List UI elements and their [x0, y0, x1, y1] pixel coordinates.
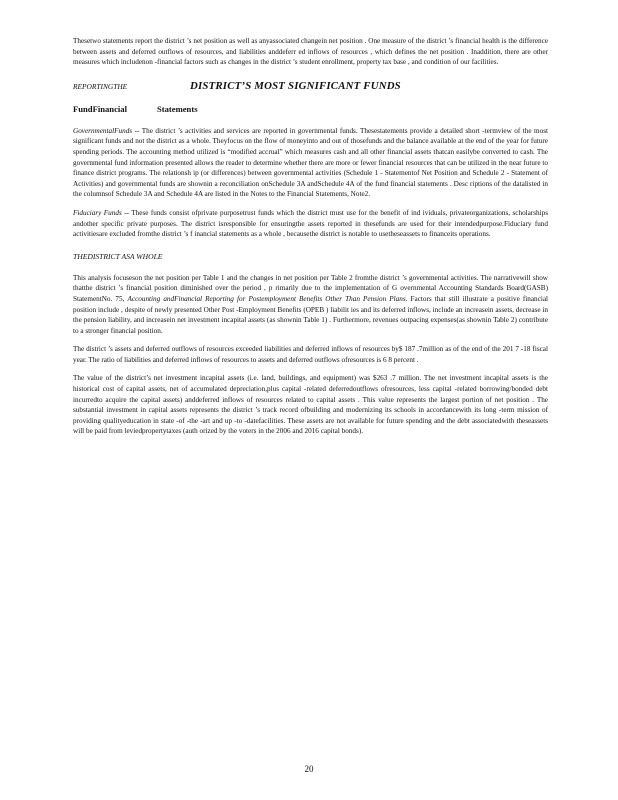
page-number: 20 [304, 764, 314, 774]
net-position-paragraph: The district ’s assets and deferred outflows of resources exceeded liabilities and deferred inflows of resources by$ 187 .7million as of the end of the 201 7 -18 fiscal year. The ratio of liabilities and deferred inflows of resources to assets and deferred outflows ofresources is 6 8 percent . [73, 345, 548, 364]
analysis-text-b: . Factors that still illustrate a positive financial position include , despite of newly presented Other Post -Employment Benefits (OPEB ) liabilit ies and its deferred inflows, include an increasein assets, decrease in the pension liability, and increasein net investment incapital assets (as shownin Table 1) . Furthermore, revenues outpacing expenses(as shownin Table 2) contribute to a stronger financial position. [73, 294, 549, 335]
fund-financial-heading [73, 104, 548, 114]
fiduciary-funds-paragraph [73, 208, 548, 240]
fiduciary-funds-text: -- These funds consist ofprivate purposetrust funds which the district must use for the benefit of ind ividuals, privateorganizations, scholarships andother specific private purposes. The district isresponsible for ensuringthe assets reported in thesefunds are used for their intendedpurpose.Fiduciary fund activitiesare excluded fromthe district ’s f inancial statements as a whole , becausethe district is notable to usetheseassets to financeits operations. [73, 208, 549, 239]
analysis-text-a: This analysis focuseson the net position per Table 1 and the changes in net position per Table 2 fromthe district ’s governmental activities. The narrativewill show thatthe district ’s financial position diminished over the period , p rimarily due to the implementation of G overnmental Accounting Standards Board(GASB) StatementNo. 75, [73, 273, 548, 303]
section-title: DISTRICT’S MOST SIGNIFICANT FUNDS [190, 79, 401, 92]
gasb-statement-title: Accounting andFinancial Reporting for Postemployment Benefits Other Than Pension Plans [127, 294, 406, 303]
statements-label: Statements [156, 103, 198, 114]
reporting-label: REPORTINGTHE [73, 81, 128, 91]
fund-financial-label: FundFinancial [73, 103, 127, 114]
section-heading-row [73, 80, 548, 92]
governmental-funds-paragraph [73, 126, 548, 200]
capital-assets-paragraph: The value of the district’s net investment incapital assets (i.e. land, buildings, and equipment) was $263 .7 million. The net investment incapital assets is the historical cost of capital assets, net of accumulated depreciation,plus capital -related deferredoutflows ofresources, less capital -related borrowing/bonded debt incurredto acquire the capital assets) anddeferred inflows of resources related to capital assets . This value represents the largest portion of net position . The substantial investment in capital assets represents the district ’s track record ofbuilding and modernizing its schools in accordancewith its long -term mission of providing qualityeducation in state -of -the -art and up -to -datefacilities. These assets are not available for future spending and the debt associatedwith theseassets will be paid from leviedpropertytaxes (auth orized by the voters in the 2006 and 2016 capital bonds). [73, 374, 548, 436]
intro-paragraph: Thesetwo statements report the district ’s net position as well as anyassociated changein net position . One measure of the district ’s financial health is the difference between assets and deferred outflows of resources, and liabilities anddeferr ed inflows of resources , which defines the net position . Inaddition, there are other measures which includenon -financial factors such as changes in the district ’s student enrollment, property tax base , and condition of our facilities. [73, 37, 548, 67]
fiduciary-funds-title: Fiduciary Funds [73, 208, 122, 217]
district-whole-heading: THEDISTRICT ASA WHOLE [73, 251, 163, 261]
governmental-funds-title: GovernmentalFunds [73, 126, 133, 135]
page-content [73, 36, 548, 437]
governmental-funds-text: -- The district ’s activities and services are reported in governmental funds. Thesestatements provide a detailed short -termview of the most significant funds and not the district as a whole. Theyfocus on the flow of moneyinto and out of thosefunds and the balance available at the end of the year for future spending periods. The accounting method utilized is “modified accrual” which measures cash and all other financial assets thatcan easilybe converted to cash. The governmental fund information presented allows the reader to determine whether there are more or fewer financial resources that can be utilized in the near future to finance district programs. The relationsh ip (or differences) between governmental activities (Schedule 1 - Statementof Net Position and Schedule 2 - Statement of Activities) and governmental funds are shownin a reconciliation onSchedule 3A andSchedule 4A of the fund financial statements . Desc riptions of the datalisted in the columnsof Schedule 3A and Schedule 4A are listed in the Notes to the Financial Statements, Note2. [73, 126, 548, 199]
analysis-paragraph [73, 273, 548, 337]
